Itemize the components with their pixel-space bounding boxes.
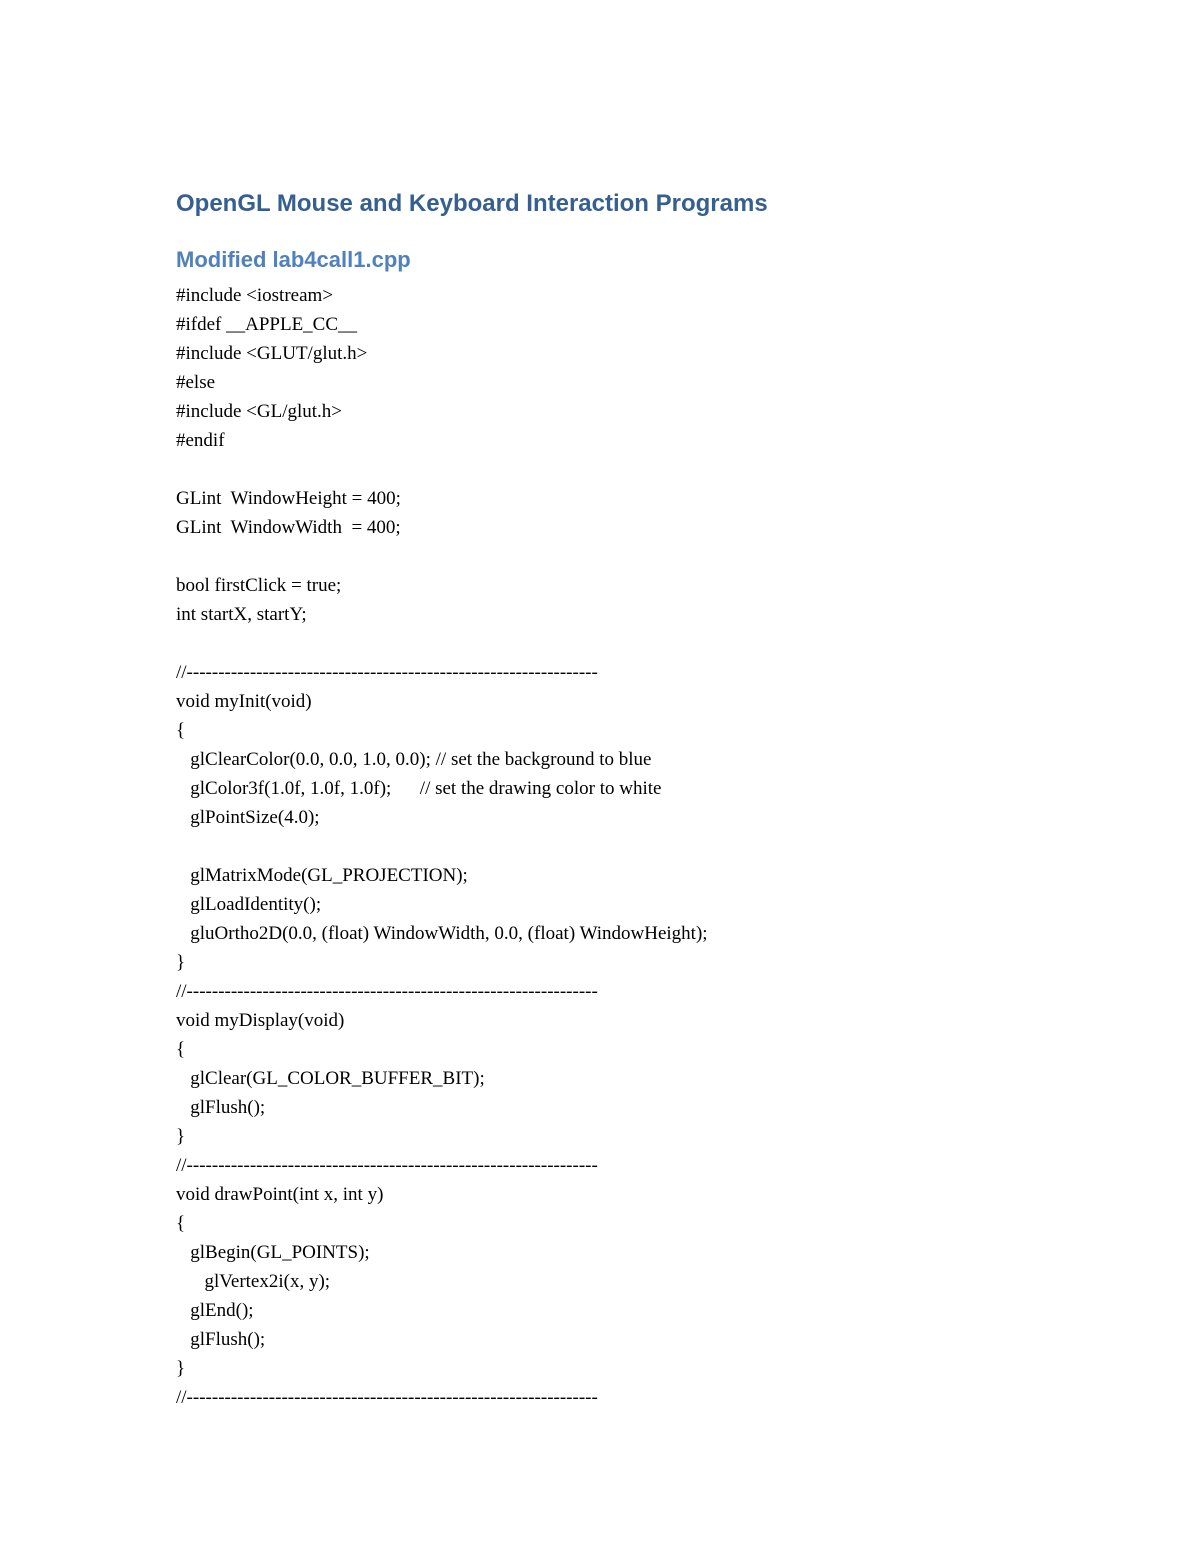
code-line: #include <iostream> (176, 285, 334, 306)
code-line: //----------------------------------------------------------------- (176, 1387, 598, 1408)
code-line: #include <GLUT/glut.h> (176, 343, 368, 364)
code-line: glBegin(GL_POINTS); (176, 1242, 370, 1263)
section-heading: Modified lab4call1.cpp (176, 247, 411, 272)
code-line: gluOrtho2D(0.0, (float) WindowWidth, 0.0, (float) WindowHeight); (176, 923, 708, 944)
code-line: #include <GL/glut.h> (176, 401, 343, 422)
code-line: } (176, 1358, 186, 1379)
code-line (176, 832, 708, 861)
code-line: #endif (176, 430, 225, 451)
document-title: OpenGL Mouse and Keyboard Interaction Programs (176, 190, 768, 217)
code-line: bool firstClick = true; (176, 575, 342, 596)
code-line (176, 629, 708, 658)
code-line: #else (176, 372, 216, 393)
code-line: void drawPoint(int x, int y) (176, 1184, 384, 1205)
code-line: void myInit(void) (176, 691, 312, 712)
code-line: glColor3f(1.0f, 1.0f, 1.0f); // set the drawing color to white (176, 778, 662, 799)
code-line: //----------------------------------------------------------------- (176, 1155, 598, 1176)
code-line: //----------------------------------------------------------------- (176, 662, 598, 683)
code-line: { (176, 1213, 186, 1234)
code-line: glEnd(); (176, 1300, 254, 1321)
code-listing (176, 281, 708, 1412)
code-line: glClearColor(0.0, 0.0, 1.0, 0.0); // set the background to blue (176, 749, 652, 770)
code-line: GLint WindowWidth = 400; (176, 517, 401, 538)
code-line: } (176, 1126, 186, 1147)
code-line: glLoadIdentity(); (176, 894, 322, 915)
code-line: int startX, startY; (176, 604, 307, 625)
code-line: } (176, 952, 186, 973)
code-line: GLint WindowHeight = 400; (176, 488, 401, 509)
code-line: { (176, 1039, 186, 1060)
code-line: #ifdef __APPLE_CC__ (176, 314, 358, 335)
code-line (176, 542, 708, 571)
code-line: void myDisplay(void) (176, 1010, 345, 1031)
code-line: { (176, 720, 186, 741)
code-line: //----------------------------------------------------------------- (176, 981, 598, 1002)
code-line: glPointSize(4.0); (176, 807, 320, 828)
code-line (176, 455, 708, 484)
code-line: glFlush(); (176, 1097, 266, 1118)
code-line: glVertex2i(x, y); (176, 1271, 331, 1292)
code-line: glClear(GL_COLOR_BUFFER_BIT); (176, 1068, 485, 1089)
code-line: glFlush(); (176, 1329, 266, 1350)
code-line: glMatrixMode(GL_PROJECTION); (176, 865, 468, 886)
